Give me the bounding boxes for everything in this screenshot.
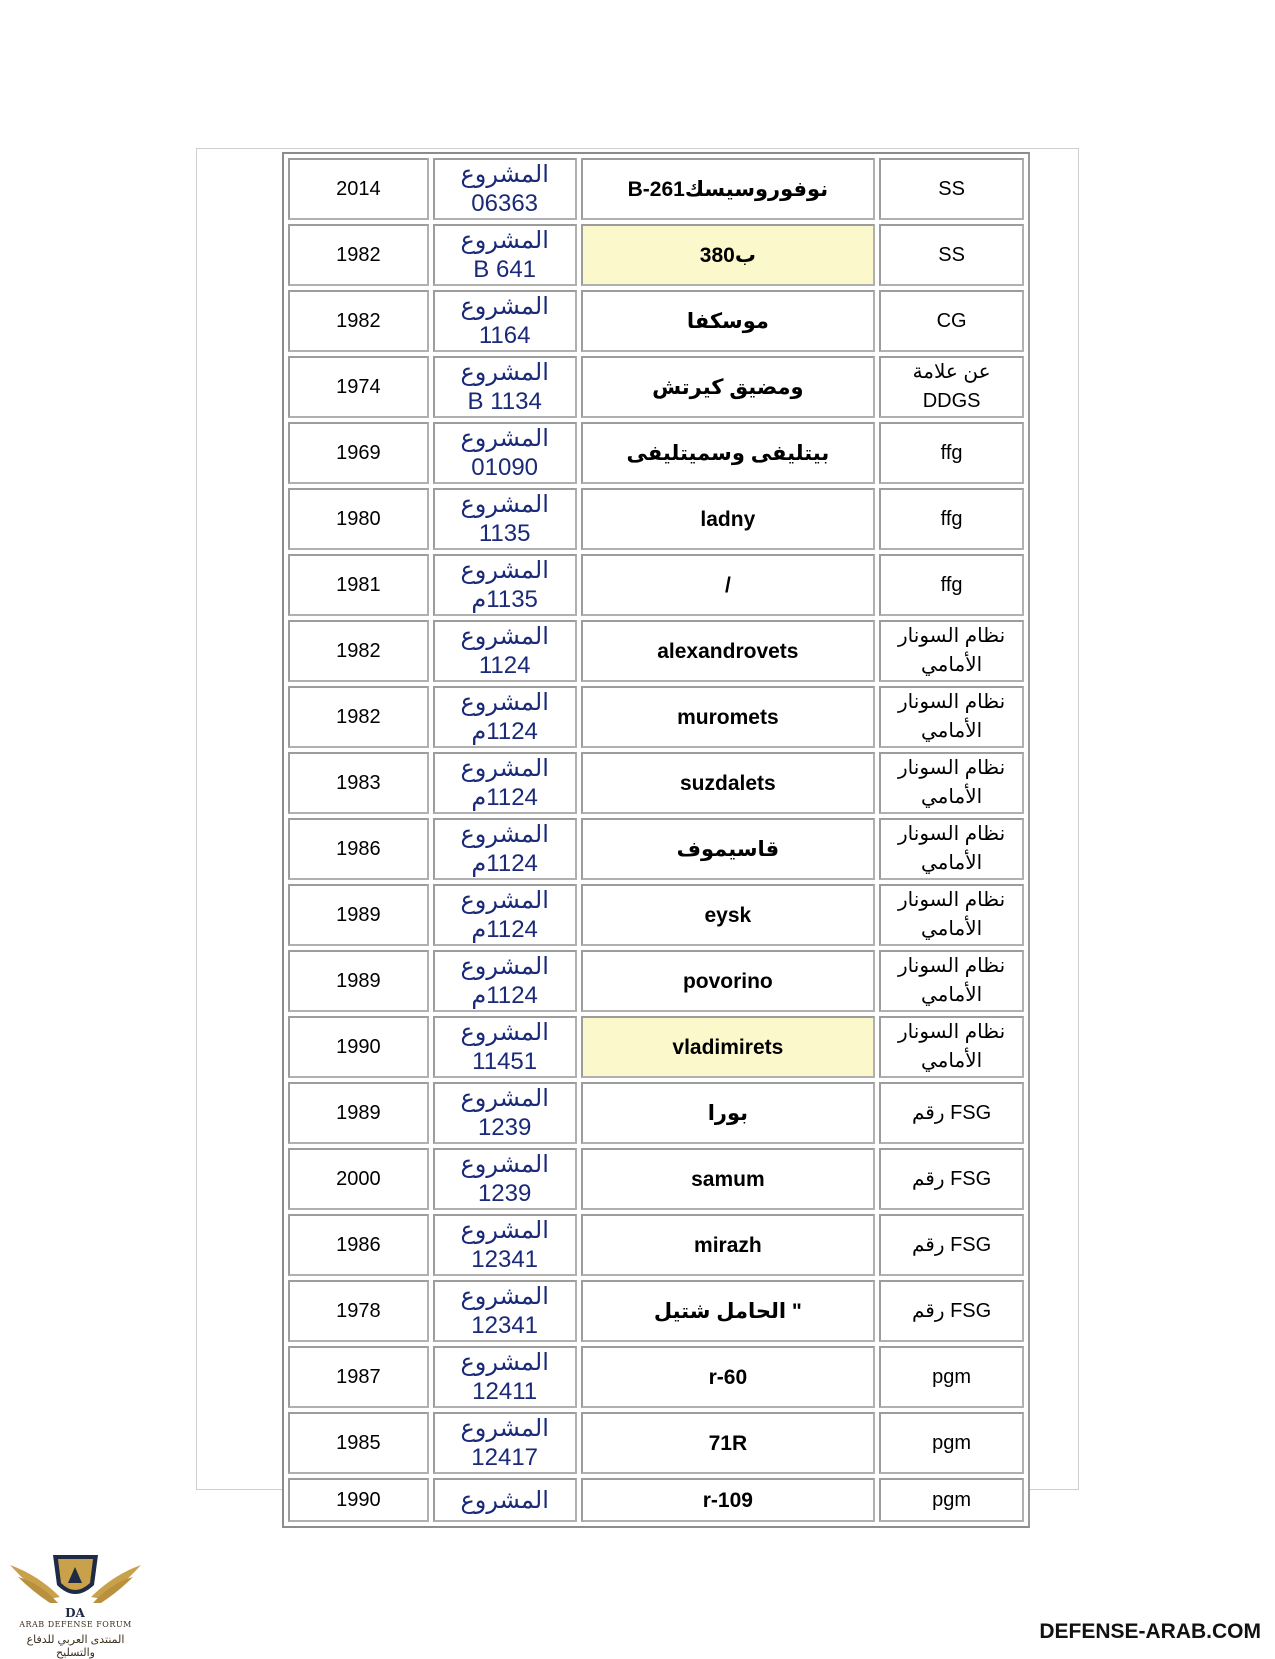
year-cell: 1986: [288, 818, 429, 880]
year-cell: 1974: [288, 356, 429, 418]
year-cell: 1981: [288, 554, 429, 616]
ship-class-cell: SS: [879, 224, 1024, 286]
project-cell: المشروع 1124م: [433, 884, 577, 946]
ship-name-cell: /: [581, 554, 876, 616]
ship-class-cell: نظام السونار الأمامي: [879, 818, 1024, 880]
project-cell: المشروع 1134 B: [433, 356, 577, 418]
ship-name-cell: ومضيق كيرتش: [581, 356, 876, 418]
ship-class-cell: نظام السونار الأمامي: [879, 950, 1024, 1012]
table-row: [288, 884, 1024, 946]
ship-class-cell: pgm: [879, 1412, 1024, 1474]
logo-emblem-icon: [8, 1545, 143, 1623]
year-cell: 1990: [288, 1478, 429, 1522]
table-row: [288, 488, 1024, 550]
year-cell: 1989: [288, 884, 429, 946]
table-row: [288, 752, 1024, 814]
project-cell: المشروع 11451: [433, 1016, 577, 1078]
project-cell: المشروع 12341: [433, 1214, 577, 1276]
year-cell: 2000: [288, 1148, 429, 1210]
project-cell: المشروع 01090: [433, 422, 577, 484]
site-url: DEFENSE-ARAB.COM: [1039, 1620, 1261, 1643]
logo-title: ARAB DEFENSE FORUM: [19, 1620, 132, 1629]
ship-class-cell: SS: [879, 158, 1024, 220]
project-cell: المشروع 1124: [433, 620, 577, 682]
table-row: [288, 1214, 1024, 1276]
year-cell: 1990: [288, 1016, 429, 1078]
ship-name-cell: povorino: [581, 950, 876, 1012]
ship-class-cell: pgm: [879, 1346, 1024, 1408]
year-cell: 1989: [288, 950, 429, 1012]
ship-class-cell: نظام السونار الأمامي: [879, 1016, 1024, 1078]
ship-name-cell: بيتليفى وسميتليفى: [581, 422, 876, 484]
ship-class-cell: نظام السونار الأمامي: [879, 686, 1024, 748]
project-cell: المشروع 1164: [433, 290, 577, 352]
project-cell: المشروع 1124م: [433, 818, 577, 880]
project-cell: المشروع 641 B: [433, 224, 577, 286]
year-cell: 1969: [288, 422, 429, 484]
ship-class-cell: رقم FSG: [879, 1148, 1024, 1210]
table-row: [288, 1016, 1024, 1078]
project-cell: المشروع 12411: [433, 1346, 577, 1408]
project-cell: المشروع 1135: [433, 488, 577, 550]
year-cell: 1982: [288, 620, 429, 682]
ship-name-cell: 71R: [581, 1412, 876, 1474]
ship-name-cell: samum: [581, 1148, 876, 1210]
project-cell: المشروع 06363: [433, 158, 577, 220]
ship-name-cell: قاسيموف: [581, 818, 876, 880]
project-cell: المشروع 12417: [433, 1412, 577, 1474]
year-cell: 1982: [288, 224, 429, 286]
table-row: [288, 356, 1024, 418]
ship-name-cell: ladny: [581, 488, 876, 550]
project-cell: المشروع 1135م: [433, 554, 577, 616]
project-cell: المشروع 1124م: [433, 686, 577, 748]
year-cell: 1986: [288, 1214, 429, 1276]
ship-name-cell: بورا: [581, 1082, 876, 1144]
table-row: [288, 290, 1024, 352]
ship-class-cell: رقم FSG: [879, 1214, 1024, 1276]
ship-class-cell: CG: [879, 290, 1024, 352]
ship-class-cell: نظام السونار الأمامي: [879, 752, 1024, 814]
arab-defense-forum-logo: [8, 1545, 143, 1659]
ship-name-cell: r-109: [581, 1478, 876, 1522]
table-row: [288, 818, 1024, 880]
ship-class-cell: ffg: [879, 422, 1024, 484]
year-cell: 1987: [288, 1346, 429, 1408]
ship-name-cell: الحامل شتيل ": [581, 1280, 876, 1342]
ship-name-cell: eysk: [581, 884, 876, 946]
project-cell: المشروع 1239: [433, 1148, 577, 1210]
year-cell: 1989: [288, 1082, 429, 1144]
year-cell: 1980: [288, 488, 429, 550]
table-row: [288, 686, 1024, 748]
table-row: [288, 554, 1024, 616]
logo-subtitle: المنتدى العربي للدفاع والتسليح: [26, 1634, 125, 1659]
ships-table: [282, 152, 1030, 1528]
year-cell: 1983: [288, 752, 429, 814]
table-row: [288, 422, 1024, 484]
year-cell: 1985: [288, 1412, 429, 1474]
svg-text:DA: DA: [65, 1606, 85, 1620]
year-cell: 2014: [288, 158, 429, 220]
ship-class-cell: ffg: [879, 554, 1024, 616]
ship-name-cell: alexandrovets: [581, 620, 876, 682]
ship-name-cell: ب380: [581, 224, 876, 286]
table-row: [288, 1148, 1024, 1210]
table-row: [288, 620, 1024, 682]
ship-name-cell: suzdalets: [581, 752, 876, 814]
table-row: [288, 1280, 1024, 1342]
table-row: [288, 1082, 1024, 1144]
table-row: [288, 224, 1024, 286]
ship-name-cell: muromets: [581, 686, 876, 748]
ship-class-cell: ffg: [879, 488, 1024, 550]
table-row: [288, 950, 1024, 1012]
ship-class-cell: نظام السونار الأمامي: [879, 620, 1024, 682]
project-cell: المشروع 1124م: [433, 950, 577, 1012]
project-cell: المشروع 1239: [433, 1082, 577, 1144]
ship-class-cell: رقم FSG: [879, 1280, 1024, 1342]
table-row: [288, 1346, 1024, 1408]
project-cell: المشروع: [433, 1478, 577, 1522]
table-row: [288, 1412, 1024, 1474]
project-cell: المشروع 12341: [433, 1280, 577, 1342]
ship-name-cell: r-60: [581, 1346, 876, 1408]
ship-class-cell: نظام السونار الأمامي: [879, 884, 1024, 946]
ship-class-cell: pgm: [879, 1478, 1024, 1522]
year-cell: 1982: [288, 290, 429, 352]
ship-class-cell: عن علامة DDGS: [879, 356, 1024, 418]
ship-name-cell: vladimirets: [581, 1016, 876, 1078]
ship-name-cell: B-261نوفوروسيسك: [581, 158, 876, 220]
project-cell: المشروع 1124م: [433, 752, 577, 814]
table-row: [288, 1478, 1024, 1522]
year-cell: 1978: [288, 1280, 429, 1342]
year-cell: 1982: [288, 686, 429, 748]
ship-class-cell: رقم FSG: [879, 1082, 1024, 1144]
ship-name-cell: موسكفا: [581, 290, 876, 352]
ship-name-cell: mirazh: [581, 1214, 876, 1276]
table-row: [288, 158, 1024, 220]
